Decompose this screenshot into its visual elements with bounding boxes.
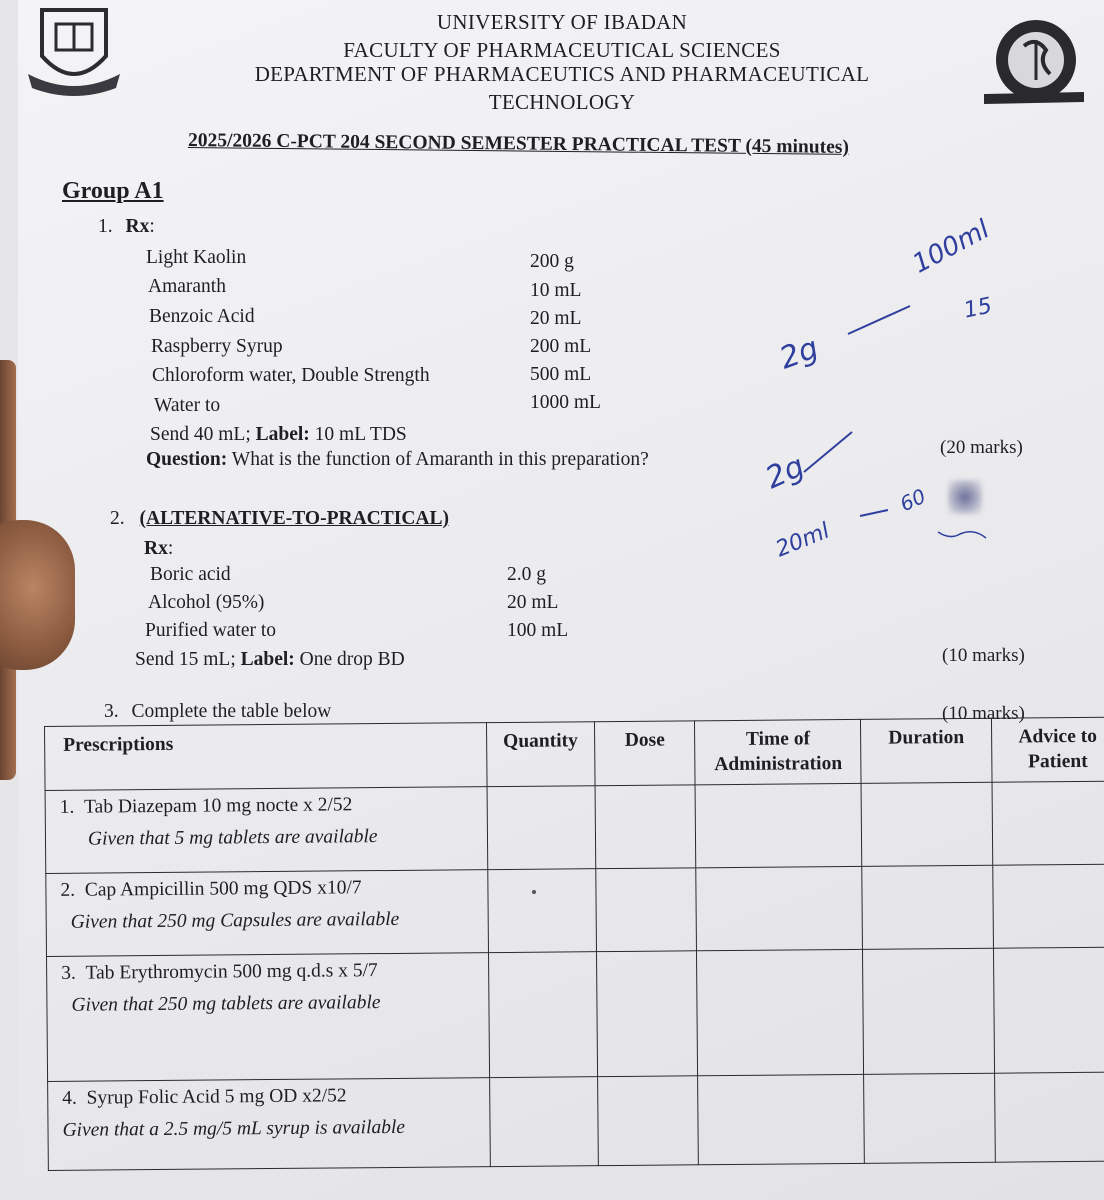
q1-label-word: Label:: [255, 424, 310, 445]
time-cell[interactable]: [697, 949, 864, 1075]
prescription-line: [60, 876, 479, 902]
department-name: DEPARTMENT OF PHARMACEUTICS AND PHARMACEUTICAL: [254, 62, 870, 86]
given-text: Given that 250 mg Capsules are available: [70, 908, 400, 933]
duration-cell[interactable]: [863, 948, 995, 1074]
thumb: [0, 520, 75, 670]
prescription-line: [61, 959, 480, 985]
q1-ingredient-name: Raspberry Syrup: [151, 336, 283, 357]
q1-send-text: Send 40 mL;: [150, 424, 256, 445]
advice-cell[interactable]: [994, 947, 1104, 1073]
department-name-cont: TECHNOLOGY: [488, 90, 636, 114]
time-cell[interactable]: [695, 783, 862, 867]
q2-ingredient-name: Boric acid: [150, 564, 231, 585]
dose-cell[interactable]: [596, 868, 697, 952]
q1-ingredient-qty: 200 g: [530, 251, 574, 272]
prescription-cell: [46, 869, 489, 956]
q2-ingredient-name: Alcohol (95%): [148, 592, 265, 613]
col-quantity: Quantity: [486, 722, 595, 787]
blurred-region: [948, 480, 982, 514]
given-text: Given that a 2.5 mg/5 mL syrup is available: [62, 1116, 406, 1141]
q1-ingredient-name: Water to: [154, 395, 221, 416]
duration-cell[interactable]: [864, 1073, 996, 1163]
q1-ingredient-name: Benzoic Acid: [149, 306, 255, 327]
question-1-heading: 1. Rx:: [98, 216, 155, 237]
question-2-title: (ALTERNATIVE-TO-PRACTICAL): [139, 508, 450, 529]
given-text: Given that 5 mg tablets are available: [87, 825, 378, 850]
duration-cell[interactable]: [862, 865, 994, 949]
group-title: Group A1: [62, 178, 164, 204]
q1-ingredient-qty: 20 mL: [530, 308, 582, 329]
row-number: 4.: [62, 1087, 77, 1109]
row-number: 3.: [61, 962, 76, 984]
test-title: 2025/2026 C-PCT 204 SECOND SEMESTER PRACTICAL TEST (45 minutes): [187, 130, 850, 158]
duration-cell[interactable]: [861, 782, 993, 866]
q2-label-text: One drop BD: [294, 649, 405, 670]
dose-cell[interactable]: [595, 785, 696, 869]
q2-send-text: Send 15 mL;: [135, 649, 241, 670]
handwritten-note: 60: [896, 483, 930, 517]
prescription-text: Tab Diazepam 10 mg nocte x 2/52: [83, 793, 353, 818]
q2-ingredient-name: Purified water to: [145, 620, 277, 641]
faculty-name: FACULTY OF PHARMACEUTICAL SCIENCES: [343, 38, 781, 62]
time-cell[interactable]: [698, 1074, 865, 1164]
col-time-of-administration: Time of Administration: [695, 719, 861, 784]
time-cell[interactable]: [696, 866, 863, 950]
q2-ingredient-qty: 100 mL: [507, 620, 569, 641]
row-number: 1.: [59, 796, 75, 818]
pen-mark: [532, 890, 536, 894]
question-2-rx: Rx:: [144, 538, 174, 559]
question-2-heading: [110, 508, 449, 530]
col-advice-to-patient: Advice to Patient: [992, 717, 1104, 782]
question-1-rx: Rx: [125, 216, 150, 237]
q2-marks: (10 marks): [942, 645, 1025, 666]
quantity-cell[interactable]: [487, 785, 596, 869]
advice-cell[interactable]: [995, 1072, 1104, 1162]
question-3-heading: [104, 701, 331, 723]
q2-send-instruction: [135, 649, 405, 671]
question-1-number: 1.: [98, 216, 113, 237]
table-row: [45, 781, 1104, 873]
given-text: Given that 250 mg tablets are available: [71, 991, 381, 1016]
table-row: [48, 1072, 1104, 1170]
university-name: UNIVERSITY OF IBADAN: [436, 10, 688, 34]
handwritten-note: 2g: [760, 448, 810, 497]
q1-marks: (20 marks): [940, 437, 1023, 458]
handwritten-note: 2g: [775, 330, 823, 377]
q3-text: Complete the table below: [131, 701, 332, 722]
q1-ingredient-name: Chloroform water, Double Strength: [152, 365, 430, 386]
question-2-number: 2.: [110, 508, 125, 529]
prescription-line: [62, 1084, 481, 1110]
quantity-cell[interactable]: [488, 868, 597, 952]
dose-cell[interactable]: [596, 950, 698, 1076]
q1-question-text: What is the function of Amaranth in this preparation?: [227, 449, 649, 470]
q1-label-text: 10 mL TDS: [309, 424, 407, 445]
q1-question: [146, 449, 649, 471]
q2-label-word: Label:: [240, 649, 295, 670]
prescription-text: Syrup Folic Acid 5 mg OD x2/52: [86, 1085, 347, 1109]
prescription-text: Cap Ampicillin 500 mg QDS x10/7: [84, 876, 362, 901]
prescription-cell: [45, 786, 488, 873]
advice-cell[interactable]: [993, 864, 1104, 948]
col-dose: Dose: [594, 721, 695, 786]
prescription-line: [60, 793, 479, 819]
q1-ingredient-name: Amaranth: [148, 276, 226, 297]
q1-ingredient-qty: 200 mL: [530, 336, 592, 357]
handwritten-note: 15: [961, 293, 995, 324]
q2-rx-label: Rx: [144, 538, 168, 559]
prescription-table: [44, 717, 1104, 1166]
col-duration: Duration: [861, 718, 992, 783]
q1-ingredient-qty: 1000 mL: [530, 392, 601, 413]
q1-ingredient-qty: 500 mL: [530, 364, 592, 385]
prescription-cell: [47, 952, 490, 1081]
prescription-cell: [48, 1077, 491, 1170]
quantity-cell[interactable]: [489, 1076, 598, 1166]
table-row: [46, 864, 1104, 956]
q1-ingredient-name: Light Kaolin: [146, 247, 247, 268]
table-header-row: [45, 717, 1104, 790]
q3-number: 3.: [104, 701, 119, 722]
row-number: 2.: [60, 879, 76, 901]
q2-ingredient-qty: 2.0 g: [507, 564, 546, 585]
q1-question-word: Question:: [146, 449, 228, 470]
prescription-text: Tab Erythromycin 500 mg q.d.s x 5/7: [85, 959, 378, 984]
q1-send-instruction: [150, 424, 407, 446]
handwritten-note: 100ml: [907, 214, 995, 280]
q2-ingredient-qty: 20 mL: [507, 592, 559, 613]
q3-marks: (10 marks): [942, 703, 1025, 724]
quantity-cell[interactable]: [488, 951, 597, 1077]
q1-ingredient-qty: 10 mL: [530, 280, 582, 301]
col-prescriptions: Prescriptions: [45, 723, 487, 791]
dose-cell[interactable]: [597, 1075, 698, 1165]
table-row: [47, 947, 1104, 1081]
advice-cell[interactable]: [992, 781, 1104, 865]
handwritten-note: 20ml: [772, 518, 834, 563]
